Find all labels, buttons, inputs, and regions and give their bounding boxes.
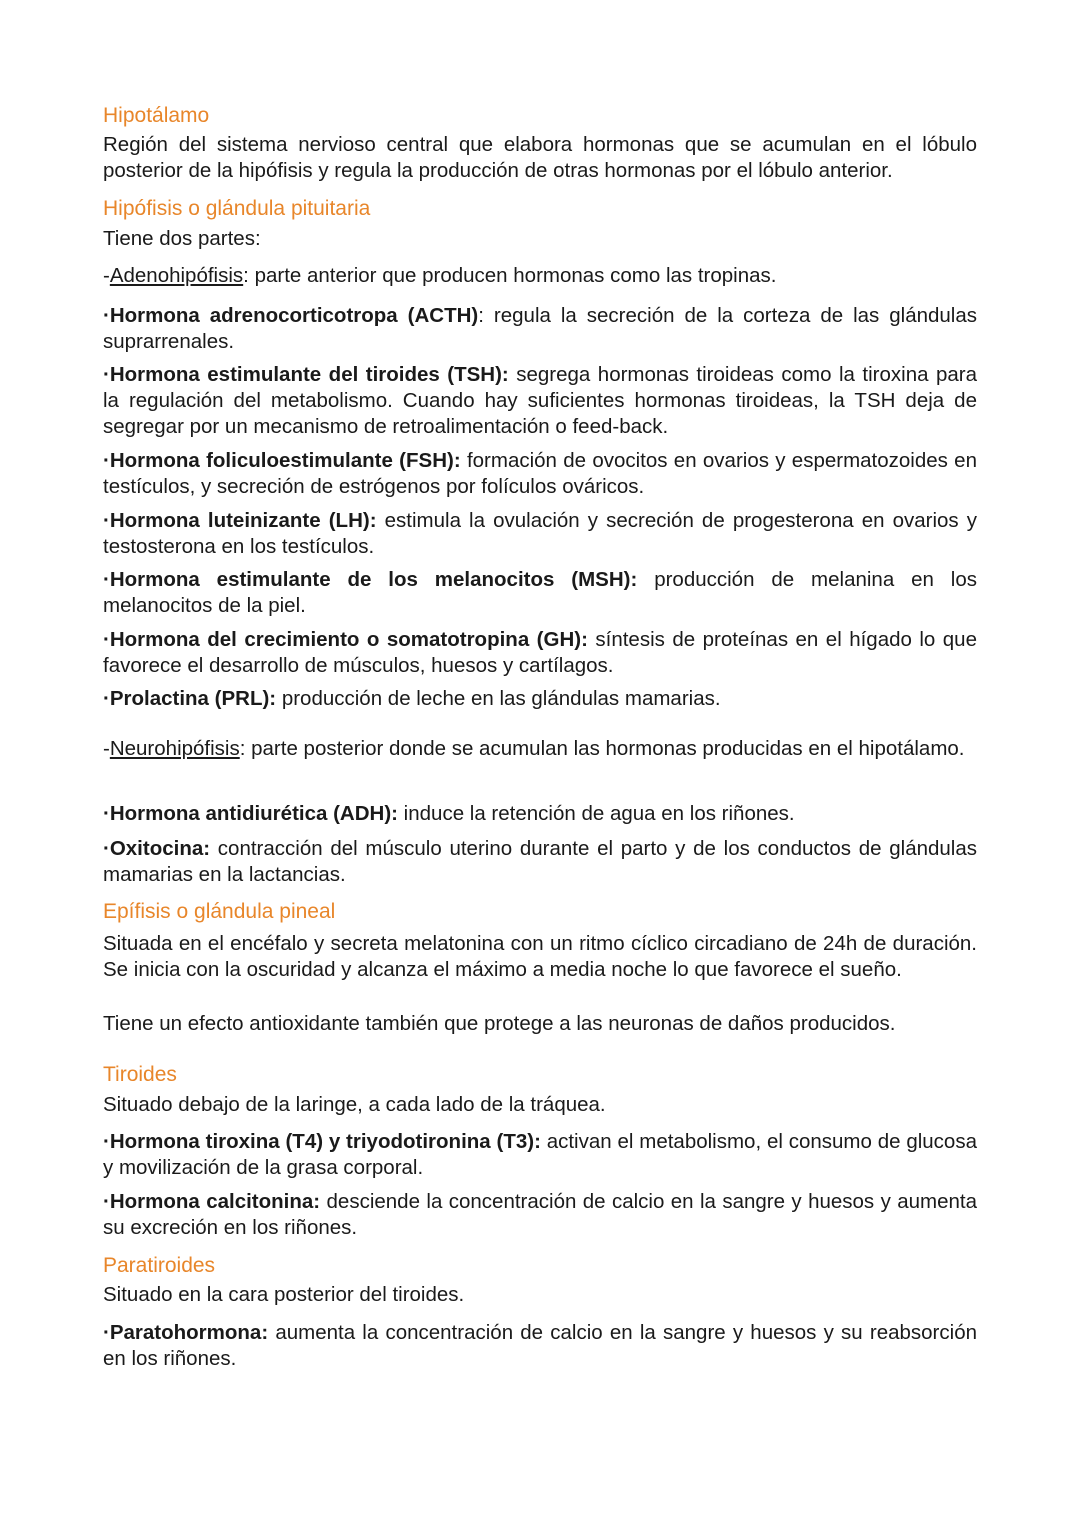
item-term: ·Hormona del crecimiento o somatotropina (GH): (103, 628, 588, 651)
item-desc: segrega hormonas tiroideas como la tiroxina para la regulación del metabolismo. Cuando hay suficientes hormonas tiroideas, la TSH deja de segregar por un mecanismo de retroalimentación o feed-back. (103, 363, 977, 438)
list-item-tsh (103, 362, 977, 440)
item-term: ·Prolactina (PRL): (103, 687, 277, 710)
list-item-t4-t3 (103, 1129, 977, 1181)
item-term: ·Hormona tiroxina (T4) y triyodotironina (T3): (103, 1130, 541, 1153)
item-term: ·Oxitocina: (103, 837, 211, 860)
paragraph-epifisis-1: Situada en el encéfalo y secreta melatonina con un ritmo cíclico circadiano de 24h de duración. Se inicia con la oscuridad y alcanza el máximo a media noche lo que favorece el sueño. (103, 932, 977, 981)
heading-tiroides: Tiroides (103, 1063, 177, 1086)
list-item-msh (103, 567, 977, 619)
item-desc: producción de melanina en los melanocitos de la piel. (103, 568, 977, 617)
item-term: ·Hormona antidiurética (ADH): (103, 802, 398, 825)
paragraph-tiroides-intro: Situado debajo de la laringe, a cada lado de la tráquea. (103, 1093, 606, 1116)
list-item-calcitonina (103, 1189, 977, 1241)
item-term: ·Hormona estimulante del tiroides (TSH): (103, 363, 509, 386)
neuro-term: Neurohipófisis (109, 737, 240, 760)
adeno-desc: : parte anterior que producen hormonas como las tropinas. (243, 264, 777, 287)
heading-hipotalamo: Hipotálamo (103, 104, 210, 127)
item-desc: : regula la secreción de la corteza de las glándulas suprarrenales. (103, 304, 978, 353)
heading-paratiroides: Paratiroides (103, 1254, 216, 1277)
item-desc: producción de leche en las glándulas mamarias. (276, 687, 721, 710)
list-item-gh (103, 627, 977, 679)
list-item-lh (103, 508, 977, 560)
neuro-prefix: - (103, 737, 110, 760)
paragraph-hipofisis-intro: Tiene dos partes: (103, 227, 261, 250)
item-desc: activan el metabolismo, el consumo de glucosa y movilización de la grasa corporal. (103, 1130, 977, 1179)
item-desc: síntesis de proteínas en el hígado lo que favorece el desarrollo de músculos, huesos y cartílagos. (103, 628, 977, 677)
paragraph-hipotalamo: Región del sistema nervioso central que elabora hormonas que se acumulan en el lóbulo posterior de la hipófisis y regula la producción de otras hormonas por el lóbulo anterior. (103, 133, 977, 182)
item-desc: formación de ovocitos en ovarios y espermatozoides en testículos, y secreción de estrógenos por folículos ováricos. (103, 449, 977, 498)
item-desc: desciende la concentración de calcio en la sangre y huesos y aumenta su excreción en los riñones. (103, 1190, 977, 1239)
item-desc: aumenta la concentración de calcio en la sangre y huesos y su reabsorción en los riñones. (103, 1321, 977, 1370)
list-item-adh (103, 801, 977, 827)
subsection-adenohipofisis (103, 263, 977, 289)
adeno-term: Adenohipófisis (109, 264, 244, 287)
item-desc: induce la retención de agua en los riñones. (397, 802, 795, 825)
list-item-prl (103, 686, 977, 712)
list-item-paratohormona (103, 1320, 977, 1372)
paragraph-paratiroides-intro: Situado en la cara posterior del tiroides. (103, 1283, 465, 1306)
item-term: ·Hormona foliculoestimulante (FSH): (103, 449, 461, 472)
item-term: ·Hormona estimulante de los melanocitos (MSH): (103, 568, 638, 591)
paragraph-epifisis-2: Tiene un efecto antioxidante también que protege a las neuronas de daños producidos. (103, 1012, 896, 1035)
item-term: ·Hormona adrenocorticotropa (ACTH) (103, 304, 479, 327)
list-item-oxitocina (103, 836, 977, 888)
item-desc: contracción del músculo uterino durante el parto y de los conductos de glándulas mamarias en la lactancias. (103, 837, 977, 886)
item-term: ·Hormona calcitonina: (103, 1190, 321, 1213)
subsection-neurohipofisis (103, 736, 977, 762)
item-term: ·Paratohormona: (103, 1321, 269, 1344)
item-desc: estimula la ovulación y secreción de progesterona en ovarios y testosterona en los testículos. (103, 509, 978, 558)
item-term: ·Hormona luteinizante (LH): (103, 509, 377, 532)
list-item-acth (103, 303, 977, 355)
neuro-desc: : parte posterior donde se acumulan las hormonas producidas en el hipotálamo. (239, 737, 965, 760)
heading-epifisis: Epífisis o glándula pineal (103, 900, 336, 923)
adeno-prefix: - (103, 264, 110, 287)
list-item-fsh (103, 448, 977, 500)
heading-hipofisis: Hipófisis o glándula pituitaria (103, 197, 371, 220)
